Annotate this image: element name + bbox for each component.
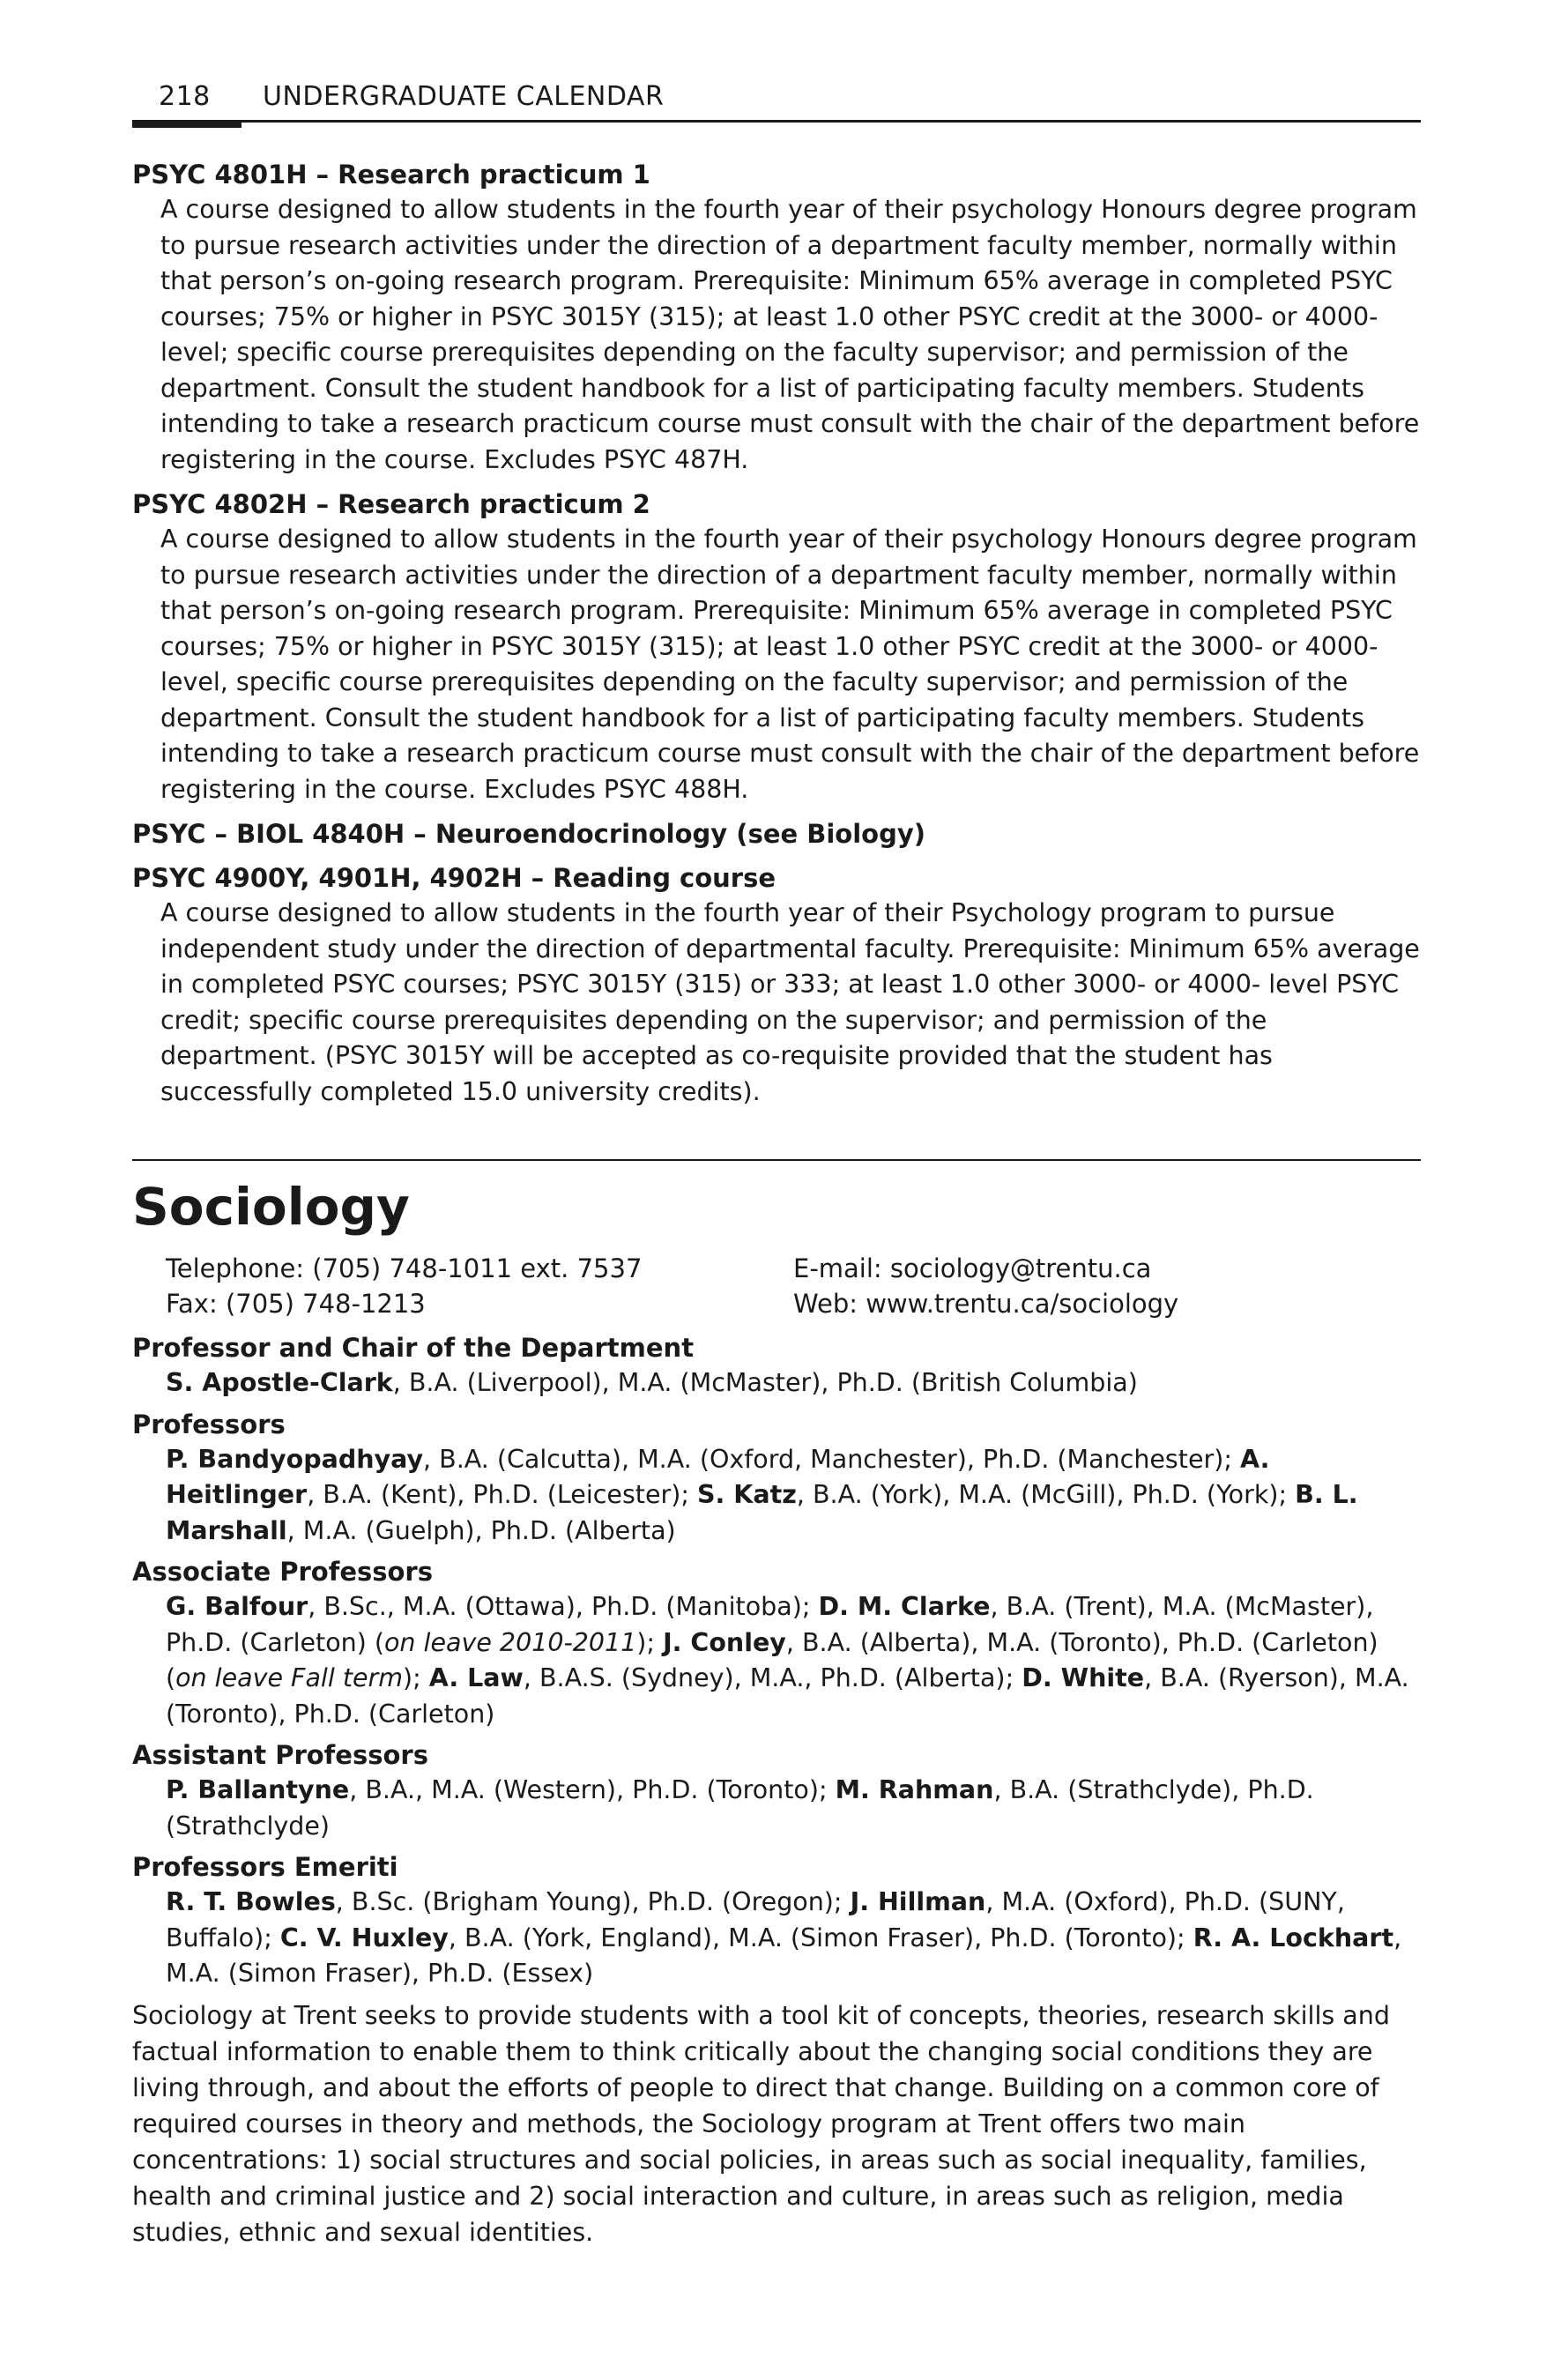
faculty-credentials: , B.A. (Calcutta), M.A. (Oxford, Manchester), Ph.D. (Manchester) <box>423 1444 1224 1474</box>
faculty-credentials: , B.A. (York), M.A. (McGill), Ph.D. (York) <box>796 1480 1279 1509</box>
course-entry <box>132 816 1421 852</box>
header-tab-marker <box>132 120 241 128</box>
faculty-name: G. Balfour <box>166 1592 308 1621</box>
course-title: PSYC – BIOL 4840H – Neuroendocrinology (see Biology) <box>132 819 926 849</box>
email-text: E-mail: sociology@trentu.ca <box>793 1253 1152 1283</box>
faculty-credentials: , B.A. (York, England), M.A. (Simon Fraser), Ph.D. (Toronto) <box>448 1923 1178 1952</box>
course-description: A course designed to allow students in the fourth year of their Psychology program to pursue independent study under the direction of departmental faculty. Prerequisite: Minimum 65% average in completed PSYC courses; PSYC 3015Y (315) or 333; at least 1.0 other 3000- or 4000- level PSYC credit; specific course prerequisites depending on the supervisor; and permission of the department. (PSYC 3015Y will be accepted as co-requisite provided that the student has successfully completed 15.0 university credits). <box>160 898 1420 1106</box>
faculty-separator: ; <box>833 1887 851 1916</box>
fax-text: Fax: (705) 748-1213 <box>166 1289 426 1319</box>
telephone-text: Telephone: (705) 748-1011 ext. 7537 <box>166 1253 643 1283</box>
faculty-name: C. V. Huxley <box>279 1923 449 1952</box>
faculty-name: S. Apostle-Clark <box>166 1368 393 1397</box>
course-entry <box>132 860 1421 1110</box>
page-number: 218 <box>159 81 211 112</box>
faculty-name: J. Conley <box>663 1627 786 1657</box>
faculty-separator: ; <box>818 1775 836 1804</box>
faculty-leave-note: on leave Fall term <box>175 1663 404 1692</box>
faculty-group <box>132 1330 1421 1402</box>
faculty-credentials: , B.A. (Strathclyde), Ph.D. (Strathclyde) <box>166 1775 1314 1841</box>
section-introduction: Sociology at Trent seeks to provide students with a tool kit of concepts, theories, research skills and factual information to enable them to think critically about the changing social conditions they are living through, and about the efforts of people to direct that change. Building on a common core of required courses in theory and methods, the Sociology program at Trent offers two main concentrations: 1) social structures and social policies, in areas such as social inequality, families, health and criminal justice and 2) social interaction and culture, in areas such as religion, media studies, ethnic and sexual identities. <box>132 2000 1390 2247</box>
department-contact <box>166 1251 1421 1321</box>
faculty-members <box>166 1589 1421 1732</box>
faculty-credentials: , B.A. (Kent), Ph.D. (Leicester) <box>307 1480 681 1509</box>
faculty-separator: ; <box>1223 1444 1240 1474</box>
faculty-name: D. M. Clarke <box>818 1592 991 1621</box>
faculty-separator: ); <box>403 1663 429 1692</box>
faculty-group-heading: Assistant Professors <box>132 1740 428 1770</box>
header-rule <box>132 120 1421 123</box>
faculty-name: M. Rahman <box>835 1775 994 1804</box>
course-description: A course designed to allow students in the fourth year of their psychology Honours degree program to pursue research activities under the direction of a department faculty member, normally within that person’s on-going research program. Prerequisite: Minimum 65% average in completed PSYC courses; 75% or higher in PSYC 3015Y (315); at least 1.0 other PSYC credit at the 3000- or 4000-level, specific course prerequisites depending on the faculty supervisor; and permission of the department. Consult the student handbook for a list of participating faculty members. Students intending to take a research practicum course must consult with the chair of the department before registering in the course. Excludes PSYC 488H. <box>160 524 1420 804</box>
faculty-group <box>132 1554 1421 1732</box>
faculty-leave-note: on leave 2010-2011 <box>384 1627 637 1657</box>
faculty-group-heading: Associate Professors <box>132 1557 433 1587</box>
faculty-list <box>132 1330 1421 1992</box>
faculty-group <box>132 1849 1421 1992</box>
faculty-credentials: , M.A. (Simon Fraser), Ph.D. (Essex) <box>166 1923 1402 1988</box>
faculty-name: P. Ballantyne <box>166 1775 350 1804</box>
page-content <box>132 157 1421 2250</box>
faculty-separator: ; <box>801 1592 819 1621</box>
faculty-separator: ); <box>636 1627 664 1657</box>
faculty-members <box>166 1773 1421 1844</box>
course-title: PSYC 4802H – Research practicum 2 <box>132 489 650 519</box>
faculty-credentials: , B.A. (Alberta), M.A. (Toronto), Ph.D. (Carleton) ( <box>166 1627 1378 1692</box>
faculty-credentials: , M.A. (Guelph), Ph.D. (Alberta) <box>286 1515 676 1545</box>
faculty-name: D. White <box>1022 1663 1145 1692</box>
faculty-group <box>132 1737 1421 1844</box>
faculty-separator: ; <box>1177 1923 1193 1952</box>
faculty-members <box>166 1365 1421 1402</box>
section-divider <box>132 1159 1421 1161</box>
faculty-credentials: , M.A. (Oxford), Ph.D. (SUNY, Buffalo) <box>166 1887 1345 1952</box>
faculty-credentials: , B.A., M.A. (Western), Ph.D. (Toronto) <box>349 1775 819 1804</box>
faculty-group-heading: Professor and Chair of the Department <box>132 1333 695 1363</box>
running-header <box>132 81 1421 134</box>
faculty-credentials: , B.Sc. (Brigham Young), Ph.D. (Oregon) <box>335 1887 834 1916</box>
course-title: PSYC 4801H – Research practicum 1 <box>132 160 650 190</box>
faculty-group-heading: Professors <box>132 1409 286 1439</box>
running-title: UNDERGRADUATE CALENDAR <box>263 81 665 112</box>
faculty-group <box>132 1407 1421 1550</box>
faculty-credentials: , B.A. (Trent), M.A. (McMaster), Ph.D. (Carleton) ( <box>166 1592 1374 1657</box>
course-description: A course designed to allow students in the fourth year of their psychology Honours degree program to pursue research activities under the direction of a department faculty member, normally within that person’s on-going research program. Prerequisite: Minimum 65% average in completed PSYC courses; 75% or higher in PSYC 3015Y (315); at least 1.0 other PSYC credit at the 3000- or 4000-level; specific course prerequisites depending on the faculty supervisor; and permission of the department. Consult the student handbook for a list of participating faculty members. Students intending to take a research practicum course must consult with the chair of the department before registering in the course. Excludes PSYC 487H. <box>160 195 1420 474</box>
section-title: Sociology <box>132 1177 410 1237</box>
web-text: Web: www.trentu.ca/sociology <box>793 1289 1179 1319</box>
faculty-name: S. Katz <box>697 1480 797 1509</box>
faculty-members <box>166 1885 1421 1992</box>
faculty-members <box>166 1442 1421 1550</box>
faculty-credentials: , B.Sc., M.A. (Ottawa), Ph.D. (Manitoba) <box>308 1592 802 1621</box>
faculty-separator: ; <box>1278 1480 1296 1509</box>
faculty-name: J. Hillman <box>850 1887 986 1916</box>
faculty-credentials: , B.A.S. (Sydney), M.A., Ph.D. (Alberta) <box>523 1663 1006 1692</box>
course-entry <box>132 487 1421 807</box>
course-title: PSYC 4900Y, 4901H, 4902H – Reading course <box>132 863 776 893</box>
faculty-separator: ; <box>680 1480 698 1509</box>
faculty-name: A. Law <box>428 1663 524 1692</box>
faculty-name: P. Bandyopadhyay <box>166 1444 424 1474</box>
faculty-separator: ; <box>1005 1663 1022 1692</box>
contact-web-column <box>793 1251 1410 1321</box>
course-entry <box>132 157 1421 478</box>
faculty-name: A. Heitlinger <box>166 1444 1270 1509</box>
faculty-credentials: , B.A. (Liverpool), M.A. (McMaster), Ph.D. (British Columbia) <box>392 1368 1138 1397</box>
faculty-group-heading: Professors Emeriti <box>132 1852 398 1882</box>
faculty-name: R. T. Bowles <box>166 1887 336 1916</box>
faculty-name: R. A. Lockhart <box>1193 1923 1394 1952</box>
contact-phone-column <box>166 1251 793 1321</box>
faculty-separator: ; <box>264 1923 280 1952</box>
faculty-credentials: , B.A. (Ryerson), M.A. (Toronto), Ph.D. (Carleton) <box>166 1663 1409 1729</box>
faculty-name: B. L. Marshall <box>166 1480 1358 1545</box>
